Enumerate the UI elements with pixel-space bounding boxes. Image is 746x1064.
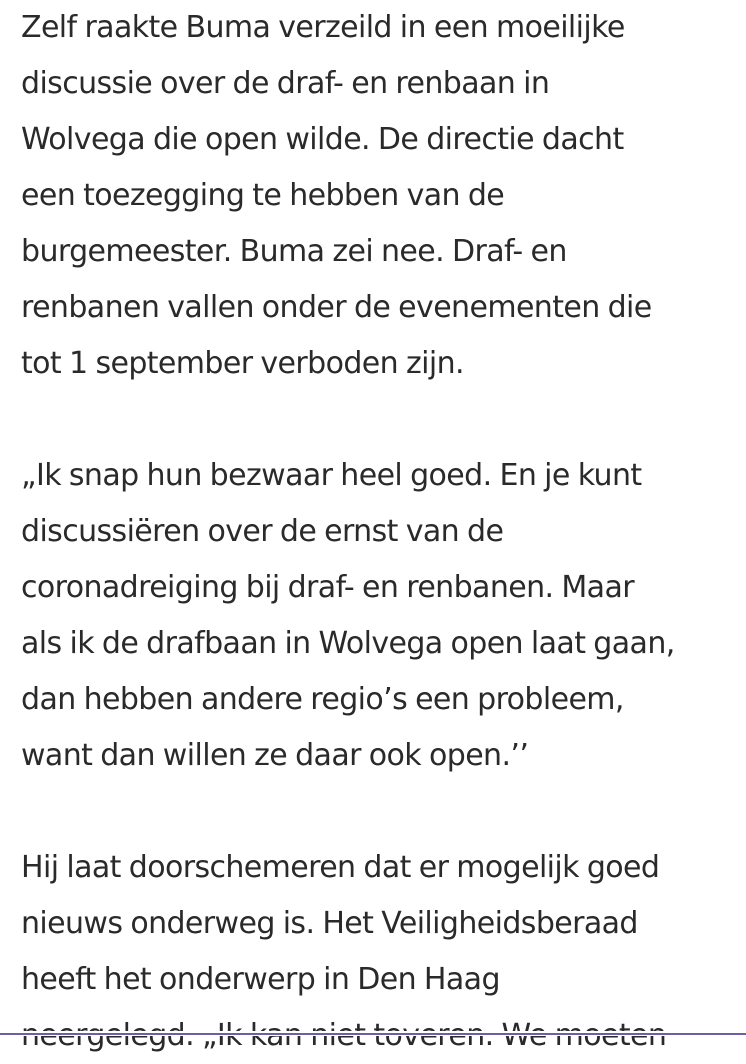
bottom-edge-bar: [0, 1031, 746, 1036]
paragraph-1: [21, 0, 733, 392]
text-line: tot 1 september verboden zijn.: [21, 346, 464, 381]
paragraph-2: [21, 439, 733, 784]
text-line: nieuws onderweg is. Het Veiligheidsberaad: [21, 906, 638, 941]
text-line: een toezegging te hebben van de: [21, 178, 505, 213]
text-line: coronadreiging bij draf- en renbanen. Maar: [21, 570, 634, 605]
text-line: Zelf raakte Buma verzeild in een moeilijke: [21, 10, 625, 45]
text-line: Hij laat doorschemeren dat er mogelijk goed: [21, 850, 660, 885]
text-line: renbanen vallen onder de evenementen die: [21, 290, 652, 325]
text-line: discussiëren over de ernst van de: [21, 514, 504, 549]
text-line: heeft het onderwerp in Den Haag: [21, 962, 500, 997]
text-line: want dan willen ze daar ook open.’’: [21, 738, 529, 773]
text-line: discussie over de draf- en renbaan in: [21, 66, 550, 101]
text-line: „Ik snap hun bezwaar heel goed. En je kunt: [21, 458, 642, 493]
text-line: dan hebben andere regio’s een probleem,: [21, 682, 624, 717]
paragraph-3: [21, 831, 733, 1064]
text-line: als ik de drafbaan in Wolvega open laat gaan,: [21, 626, 675, 661]
text-line: Wolvega die open wilde. De directie dacht: [21, 122, 624, 157]
article-body: [21, 0, 733, 1064]
text-line: burgemeester. Buma zei nee. Draf- en: [21, 234, 567, 269]
